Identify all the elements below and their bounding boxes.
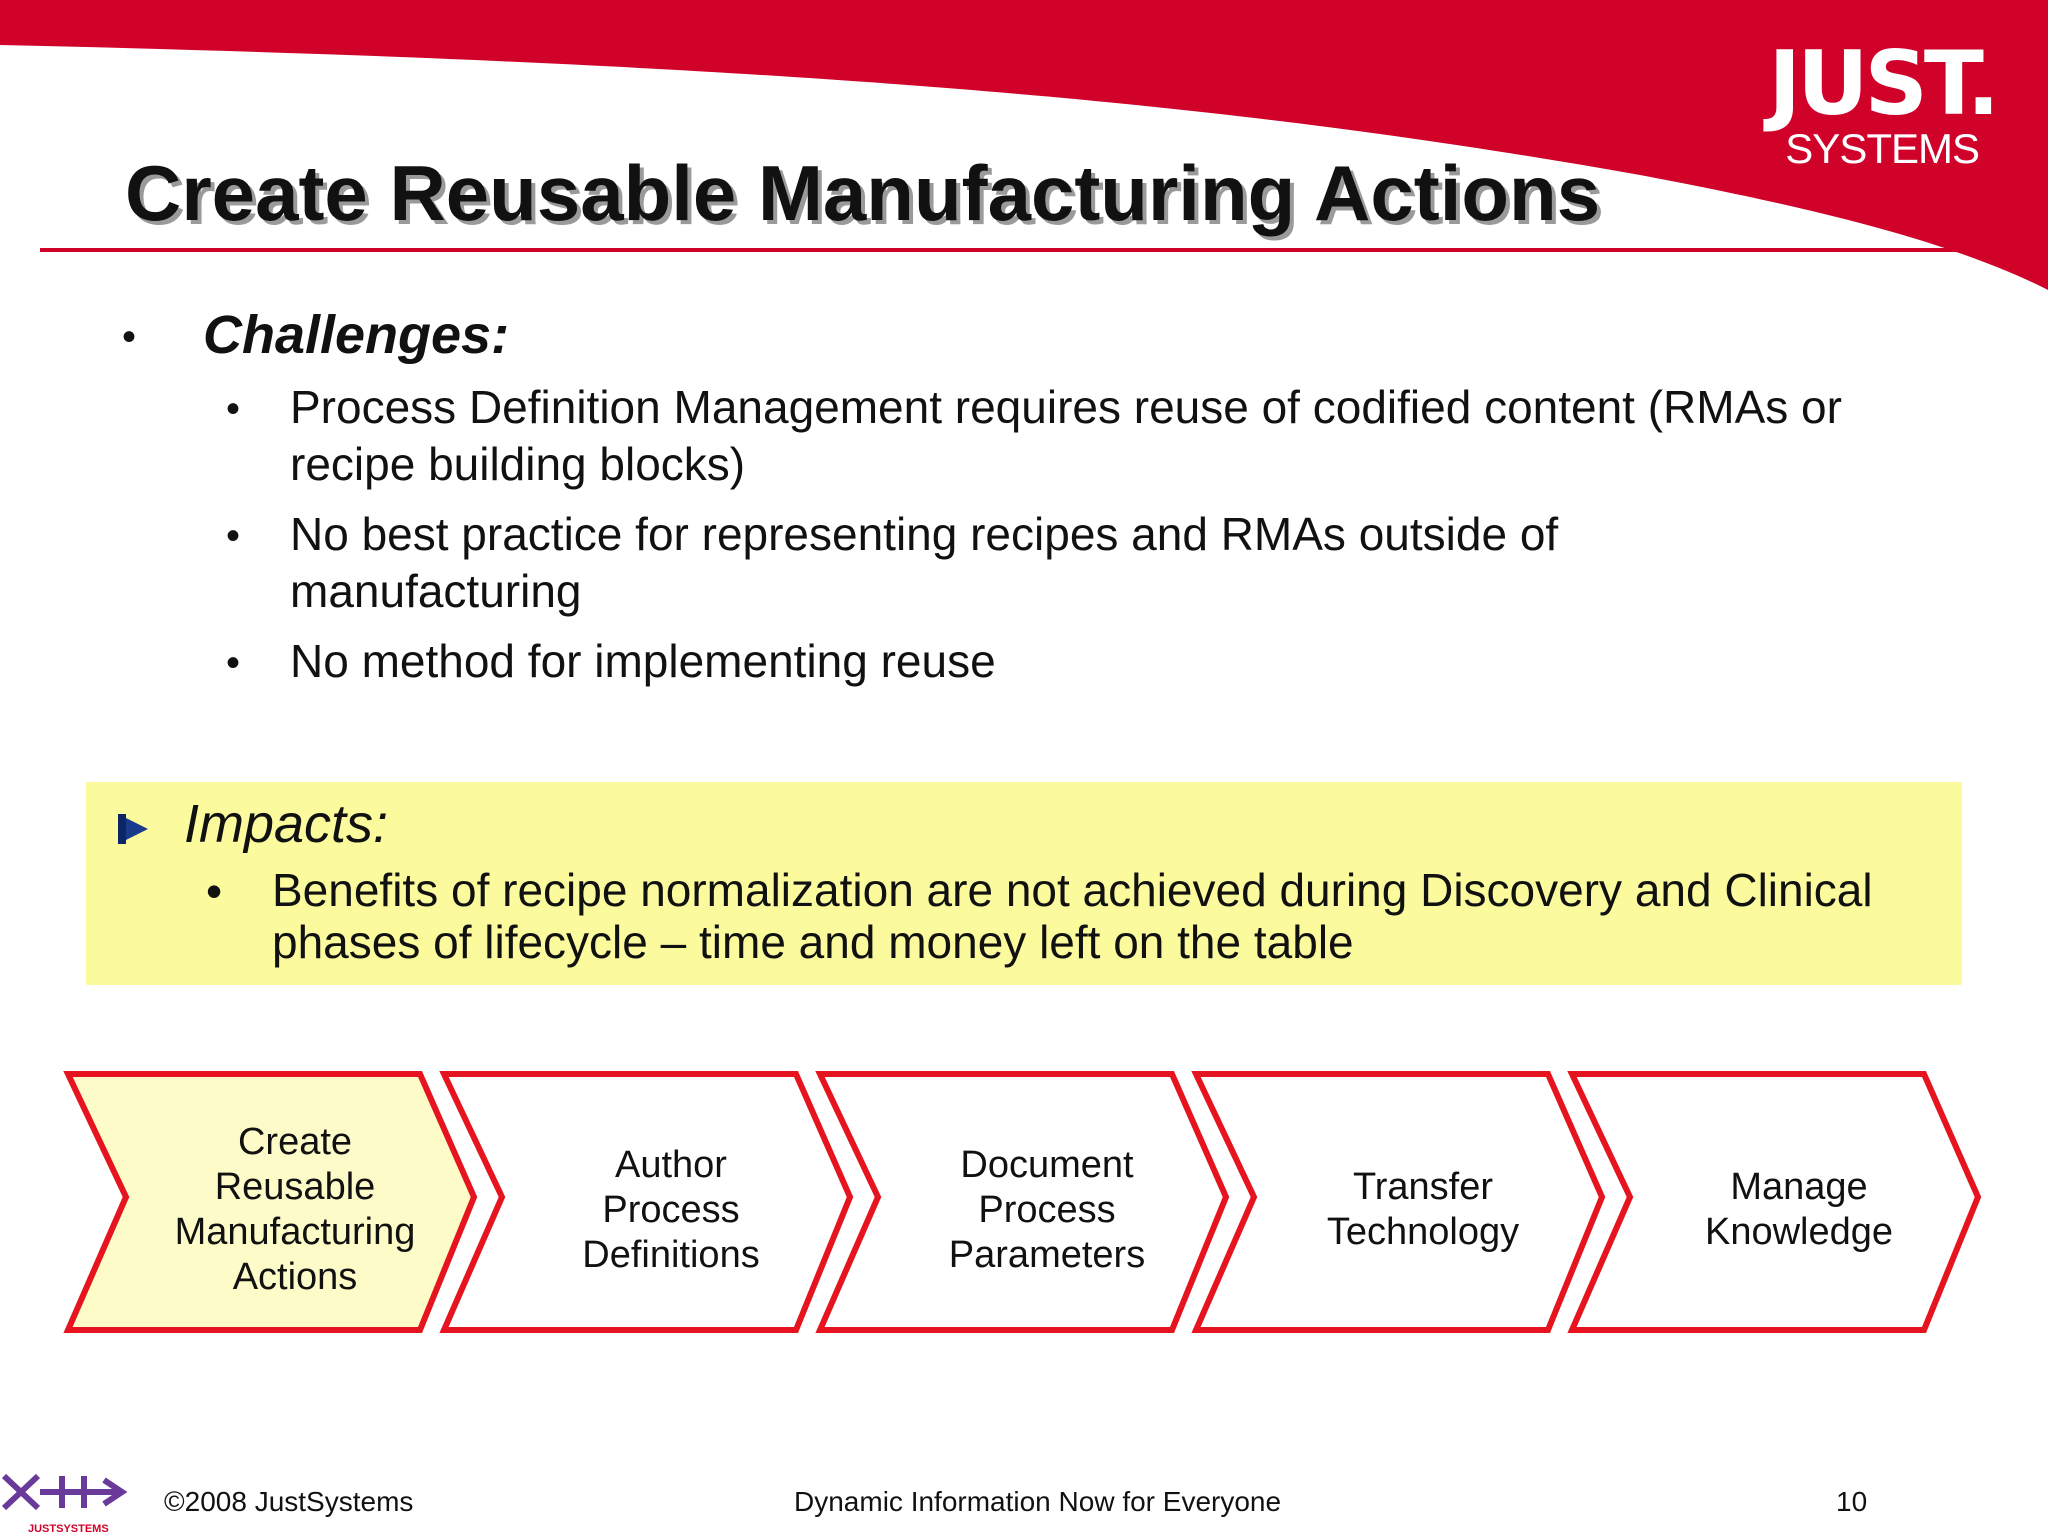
bullet-icon: • (206, 865, 223, 917)
bullet-icon: • (226, 387, 241, 431)
footer-tagline: Dynamic Information Now for Everyone (794, 1486, 1282, 1517)
impact-item: Benefits of recipe normalization are not achieved during Discovery and Clinical phases of lifecycle – time and money left on the table (272, 864, 1873, 968)
bullet-icon: • (226, 514, 241, 558)
impacts-heading: Impacts: (184, 794, 389, 854)
challenge-item: No method for implementing reuse (290, 635, 996, 687)
challenge-item: No best practice for representing recipes and RMAs outside of manufacturing (290, 508, 1559, 617)
title-divider (40, 248, 1960, 252)
footer-copyright: ©2008 JustSystems (164, 1486, 414, 1517)
header-banner (0, 0, 2048, 290)
logo-wordmark: JUST. (1768, 32, 1996, 135)
slide-title: Create Reusable Manufacturing Actions (125, 149, 1601, 237)
justsystems-logo (1768, 32, 1996, 172)
process-step-author-definitions: Author Process Definitions (582, 1143, 760, 1276)
justsystems-mark-icon (0, 1466, 130, 1536)
bullet-icon: • (122, 315, 137, 359)
process-step-create-rmas: Create Reusable Manufacturing Actions (174, 1121, 416, 1298)
footer-logo-text: JUSTSYSTEMS (28, 1523, 109, 1535)
page-number: 10 (1836, 1486, 1868, 1517)
process-step-transfer-technology: Transfer Technology (1326, 1166, 1520, 1253)
process-step-manage-knowledge: Manage Knowledge (1704, 1166, 1894, 1253)
challenges-heading: Challenges: (203, 305, 510, 365)
play-arrow-icon (116, 812, 150, 846)
logo-subtitle: SYSTEMS (1785, 125, 1980, 172)
bullet-icon: • (226, 641, 241, 685)
challenge-item: Process Definition Management requires reuse of codified content (RMAs or recipe building blocks) (290, 381, 1842, 490)
process-step-document-parameters: Document Process Parameters (948, 1143, 1146, 1276)
